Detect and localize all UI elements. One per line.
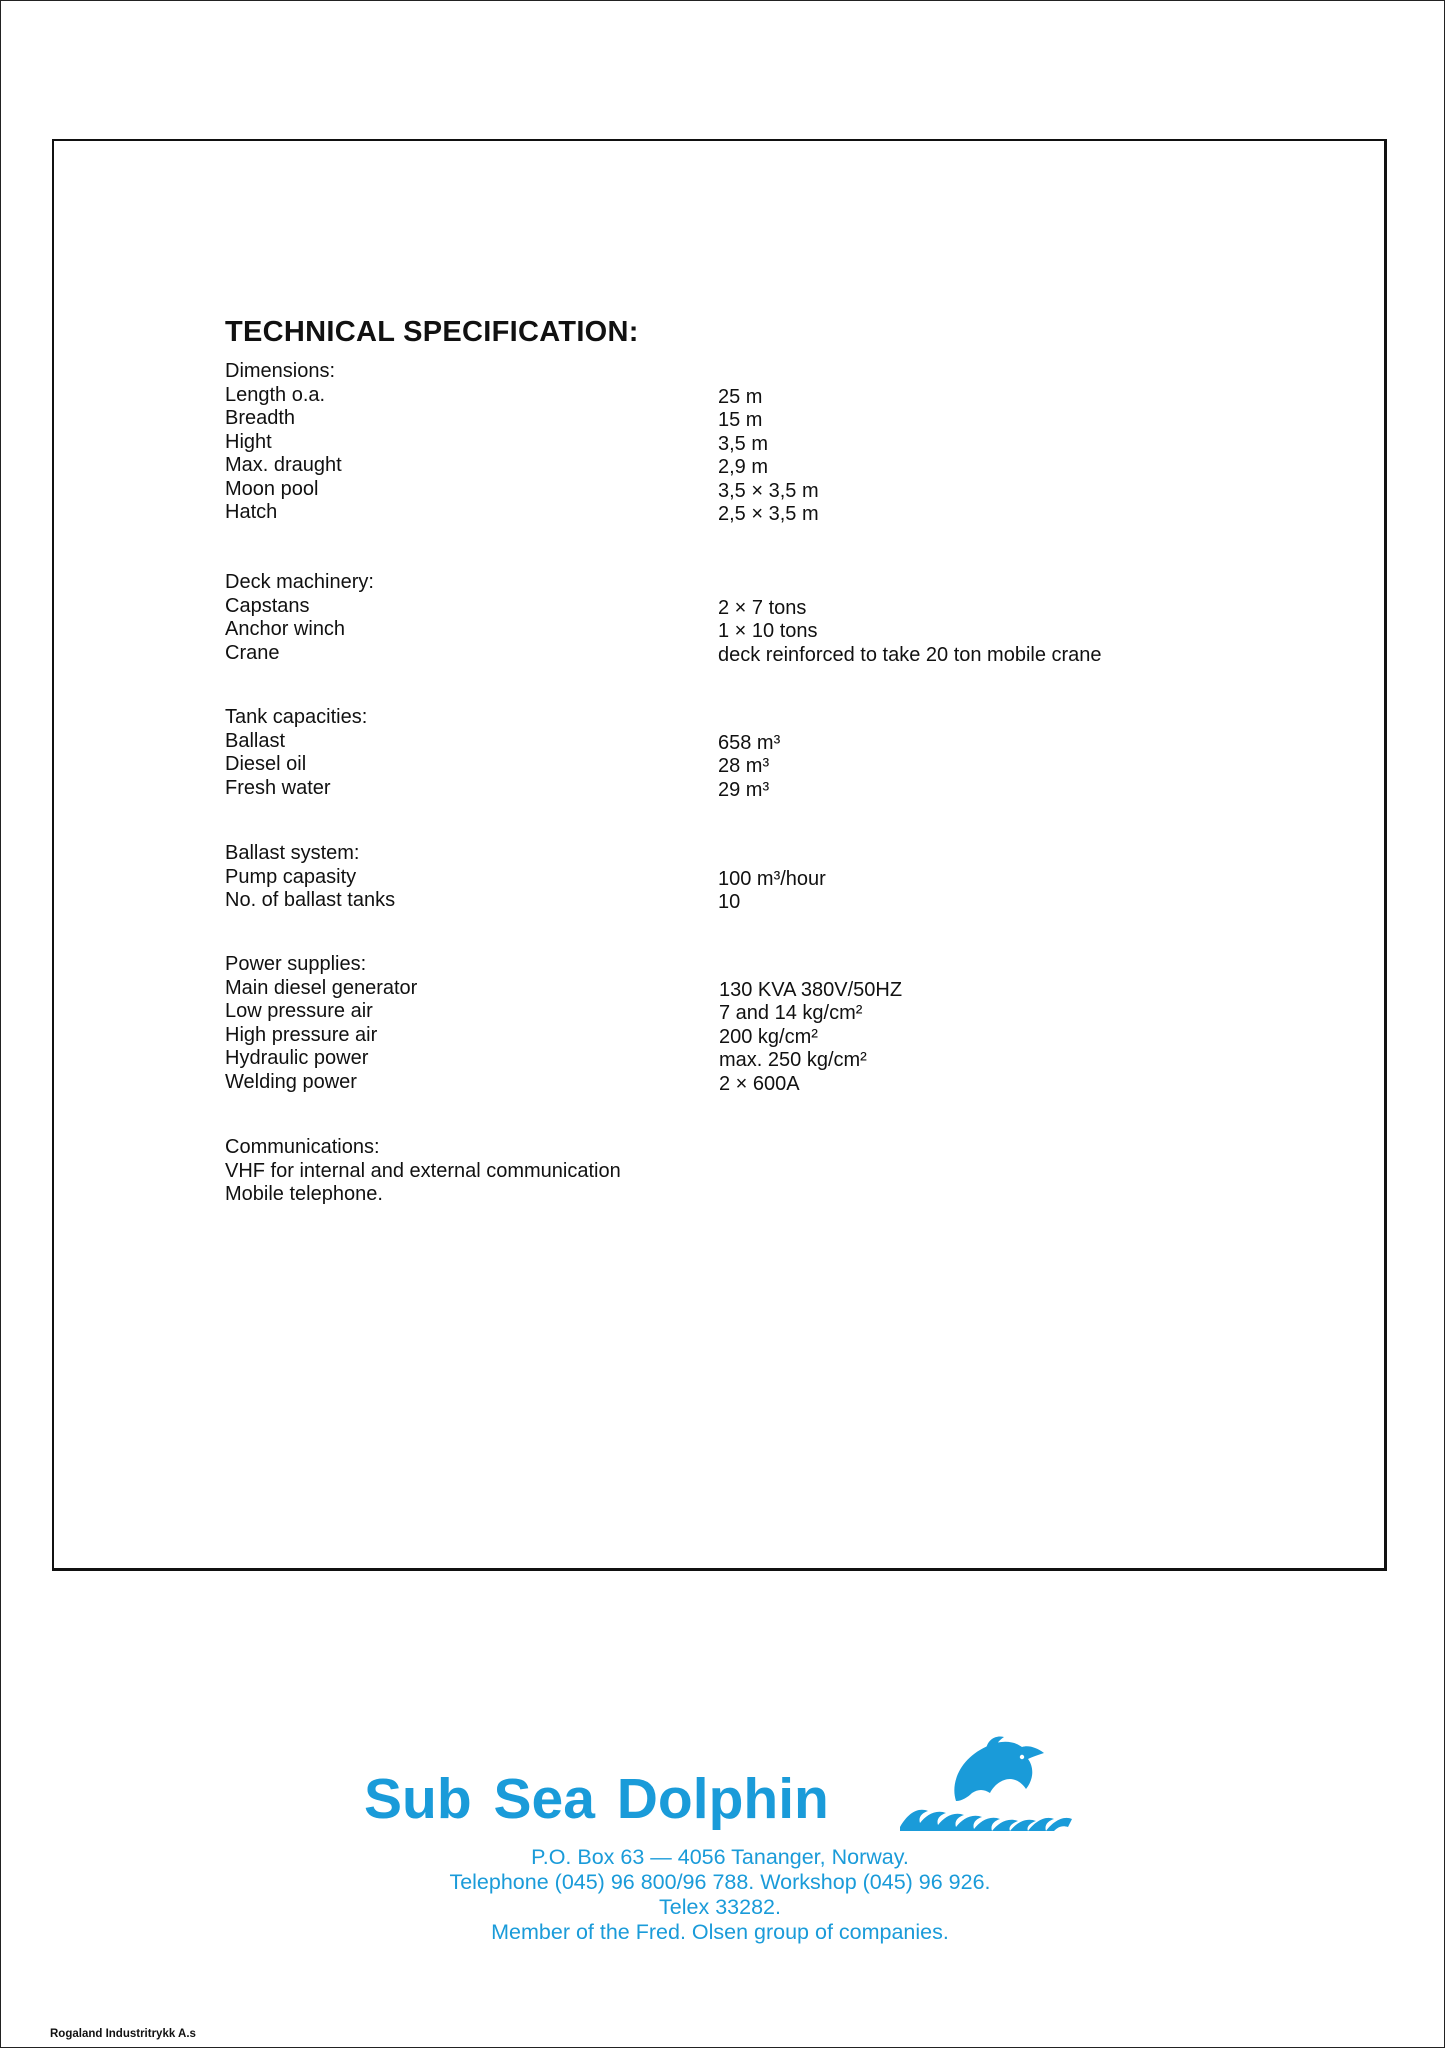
spec-row [225,1024,1225,1048]
spec-label: High pressure air [225,1023,378,1046]
spec-value: 2,9 m [718,456,769,478]
spec-row [225,431,1225,455]
spec-row [225,1047,1225,1071]
spec-row [225,642,1225,666]
spec-value: 15 m [718,409,763,431]
spec-label: Diesel oil [225,753,307,775]
spec-value: 100 m³/hour [718,867,826,890]
address-line: P.O. Box 63 — 4056 Tananger, Norway. [531,1845,909,1869]
spec-label: Length o.a. [225,383,326,406]
spec-label: Ballast [225,729,286,752]
section-heading: Ballast system: [225,842,360,864]
spec-label: Breadth [225,407,296,429]
spec-label: Main diesel generator [225,976,418,999]
spec-label: Hatch [225,501,278,523]
spec-row [225,753,1225,777]
spec-value: 200 kg/cm² [719,1025,818,1048]
spec-label: Hight [225,430,272,453]
tank-capacities-section [225,706,1225,800]
comms-line: VHF for internal and external communication [225,1159,621,1182]
spec-label: Welding power [225,1070,357,1093]
spec-value: 10 [718,891,741,913]
telex-line: Telex 33282. [659,1895,781,1919]
spec-row [225,889,1225,913]
spec-row [225,618,1225,642]
spec-label: Moon pool [225,477,319,500]
spec-row [225,454,1225,478]
spec-value: 1 × 10 tons [718,620,818,642]
spec-row [225,407,1225,431]
spec-row [225,478,1225,502]
spec-value: 130 KVA 380V/50HZ [719,978,903,1001]
section-heading: Deck machinery: [225,571,374,593]
spec-row [225,595,1225,619]
spec-value: 2 × 7 tons [718,596,807,619]
page-title: TECHNICAL SPECIFICATION: [225,316,639,348]
spec-value: 29 m³ [718,778,770,801]
section-heading: Communications: [225,1136,380,1158]
deck-machinery-section [225,571,1225,665]
brand-name: Sub Sea Dolphin [364,1767,829,1831]
spec-label: Low pressure air [225,1000,373,1022]
spec-value: 3,5 × 3,5 m [718,479,819,502]
contact-block [320,1845,1120,1945]
dimensions-section [225,360,1225,525]
telephone-line: Telephone (045) 96 800/96 788. Workshop (045) 96 926. [449,1870,991,1894]
spec-value: max. 250 kg/cm² [719,1049,867,1071]
dolphin-waves-icon [898,1735,1074,1833]
spec-value: 2,5 × 3,5 m [718,503,819,525]
printer-credit: Rogaland Industritrykk A.s [50,2028,196,2040]
spec-value: 28 m³ [718,755,770,777]
spec-row [225,730,1225,754]
spec-label: Capstans [225,594,310,617]
spec-label: Pump capasity [225,865,357,888]
spec-row [225,977,1225,1001]
spec-value: 25 m [718,385,763,408]
ballast-system-section [225,842,1225,913]
spec-value: 658 m³ [718,731,781,754]
spec-row [225,1000,1225,1024]
section-heading: Power supplies: [225,953,367,975]
spec-row [225,866,1225,890]
spec-row [225,777,1225,801]
spec-value: 7 and 14 kg/cm² [719,1002,863,1024]
comms-line: Mobile telephone. [225,1183,383,1205]
spec-row [225,1071,1225,1095]
power-supplies-section [225,953,1225,1094]
spec-value: deck reinforced to take 20 ton mobile crane [718,643,1102,666]
spec-label: No. of ballast tanks [225,889,396,911]
spec-row [225,384,1225,408]
spec-label: Hydraulic power [225,1047,369,1069]
spec-label: Fresh water [225,776,331,799]
section-heading: Tank capacities: [225,706,368,728]
membership-line: Member of the Fred. Olsen group of companies. [491,1920,949,1944]
spec-label: Anchor winch [225,618,346,640]
spec-value: 2 × 600A [719,1072,800,1095]
spec-value: 3,5 m [718,432,769,455]
section-heading: Dimensions: [225,360,336,382]
spec-row [225,501,1225,525]
communications-section [225,1136,1225,1207]
spec-label: Crane [225,641,280,664]
spec-label: Max. draught [225,454,342,476]
